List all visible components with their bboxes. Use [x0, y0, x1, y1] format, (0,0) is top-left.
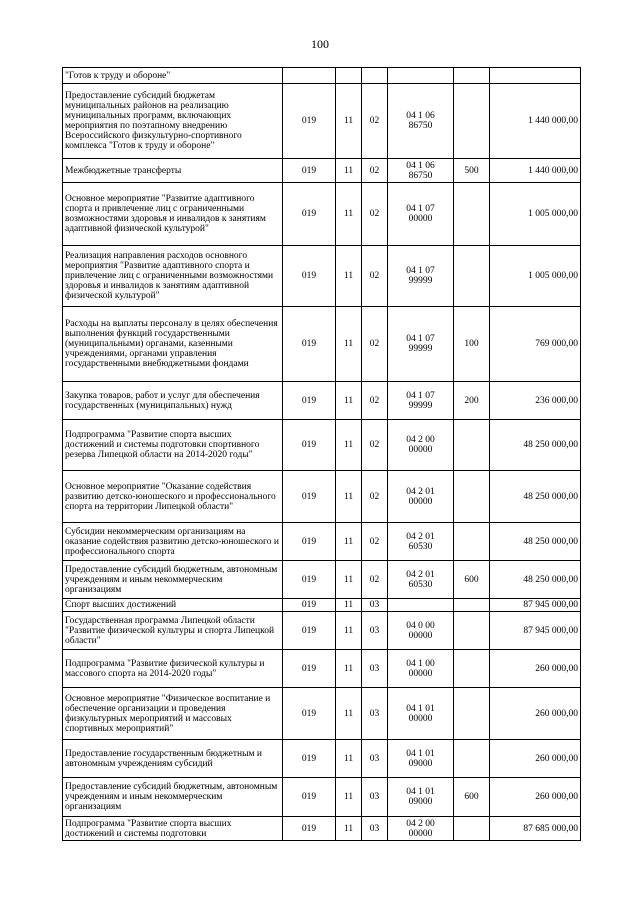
table-row [63, 561, 581, 599]
row-name: Основное мероприятие "Физическое воспитание и обеспечение организации и проведения физкультурных мероприятий и массовых спортивных мероприятий" [63, 688, 283, 740]
ministry-code: 019 [283, 523, 336, 561]
row-name: Государственная программа Липецкой области "Развитие физической культуры и спорта Липецкой области" [63, 612, 283, 650]
subsection-code: 02 [362, 420, 388, 471]
subsection-code: 02 [362, 523, 388, 561]
ministry-code: 019 [283, 561, 336, 599]
section-code: 11 [336, 612, 362, 650]
section-code: 11 [336, 650, 362, 688]
ministry-code: 019 [283, 307, 336, 382]
target-article-code-part1: 04 1 01 [406, 748, 435, 759]
target-article-code [388, 246, 454, 307]
target-article-code-part2: 00000 [408, 828, 433, 839]
target-article-code-part2: 86750 [408, 121, 433, 131]
target-article-code-part1: 04 2 01 [406, 569, 435, 580]
amount-value: 87 685 000,00 [490, 817, 581, 841]
expense-type-code [454, 599, 490, 612]
amount-value: 260 000,00 [490, 650, 581, 688]
target-article-code-part2: 00000 [408, 214, 433, 224]
target-article-code-part2: 09000 [408, 797, 433, 807]
subsection-code: 02 [362, 471, 388, 523]
subsection-code: 03 [362, 778, 388, 817]
expense-type-code [454, 817, 490, 841]
expense-type-code [454, 68, 490, 84]
amount-value: 87 945 000,00 [490, 599, 581, 612]
section-code: 11 [336, 471, 362, 523]
table-row [63, 650, 581, 688]
subsection-code: 03 [362, 612, 388, 650]
row-name: Подпрограмма "Развитие спорта высших достижений и системы подготовки спортивного резерва Липецкой области на 2014-2020 годы" [63, 420, 283, 471]
section-code: 11 [336, 523, 362, 561]
table-row [63, 420, 581, 471]
expense-type-code: 200 [454, 382, 490, 420]
table-row [63, 471, 581, 523]
table-row [63, 778, 581, 817]
target-article-code-part2: 00000 [408, 630, 433, 641]
amount-value: 260 000,00 [490, 740, 581, 778]
target-article-code-part2: 00000 [408, 445, 433, 455]
table-row [63, 612, 581, 650]
subsection-code: 03 [362, 688, 388, 740]
ministry-code: 019 [283, 778, 336, 817]
expense-type-code [454, 420, 490, 471]
target-article-code [388, 183, 454, 246]
row-name: Предоставление субсидий бюджетным, автономным учреждениям и иным некоммерческим организациям [63, 561, 283, 599]
subsection-code: 02 [362, 84, 388, 159]
target-article-code-part2: 09000 [408, 758, 433, 769]
ministry-code: 019 [283, 612, 336, 650]
row-name: Субсидии некоммерческим организациям на оказание содействия развитию детско-юношеского и профессионального спорта [63, 523, 283, 561]
target-article-code-part2: 99999 [408, 400, 433, 411]
table-body [63, 68, 581, 841]
section-code: 11 [336, 183, 362, 246]
target-article-code-part1: 04 1 06 [406, 160, 435, 171]
target-article-code [388, 778, 454, 817]
table-row [63, 817, 581, 841]
section-code: 11 [336, 740, 362, 778]
table-row [63, 523, 581, 561]
section-code: 11 [336, 382, 362, 420]
ministry-code: 019 [283, 420, 336, 471]
amount-value [490, 68, 581, 84]
target-article-code-part1: 04 2 00 [406, 818, 435, 829]
table-row [63, 688, 581, 740]
row-name: Предоставление субсидий бюджетам муниципальных районов на реализацию муниципальных программ, включающих мероприятия по поэтапному внедрению Всероссийского физкультурно-спортивного комплекса "Готов к труду и обороне" [63, 84, 283, 159]
ministry-code: 019 [283, 599, 336, 612]
expense-type-code [454, 688, 490, 740]
ministry-code: 019 [283, 159, 336, 183]
row-name: Закупка товаров, работ и услуг для обеспечения государственных (муниципальных) нужд [63, 382, 283, 420]
amount-value: 236 000,00 [490, 382, 581, 420]
target-article-code [388, 84, 454, 159]
target-article-code-part1: 04 1 07 [406, 266, 435, 276]
target-article-code-part2: 99999 [408, 344, 433, 354]
expense-type-code [454, 84, 490, 159]
target-article-code-part1: 04 2 01 [406, 486, 435, 497]
ministry-code: 019 [283, 688, 336, 740]
table-row [63, 84, 581, 159]
target-article-code [388, 650, 454, 688]
amount-value: 48 250 000,00 [490, 523, 581, 561]
target-article-code-part2: 99999 [408, 276, 433, 286]
target-article-code [388, 688, 454, 740]
ministry-code: 019 [283, 471, 336, 523]
target-article-code [388, 420, 454, 471]
section-code [336, 68, 362, 84]
row-name: Подпрограмма "Развитие спорта высших достижений и системы подготовки [63, 817, 283, 841]
target-article-code [388, 382, 454, 420]
table-row [63, 307, 581, 382]
target-article-code-part1: 04 1 01 [406, 787, 435, 797]
amount-value: 1 440 000,00 [490, 159, 581, 183]
section-code: 11 [336, 599, 362, 612]
expense-type-code: 600 [454, 561, 490, 599]
subsection-code: 02 [362, 159, 388, 183]
ministry-code: 019 [283, 84, 336, 159]
target-article-code [388, 740, 454, 778]
target-article-code [388, 68, 454, 84]
target-article-code [388, 599, 454, 612]
row-name: Спорт высших достижений [63, 599, 283, 612]
row-name: Основное мероприятие "Развитие адаптивного спорта и привлечение лиц с ограниченными возможностями здоровья и инвалидов к занятиям адаптивной физической культурой" [63, 183, 283, 246]
section-code: 11 [336, 84, 362, 159]
target-article-code-part1: 04 2 01 [406, 531, 435, 542]
expense-type-code: 600 [454, 778, 490, 817]
amount-value: 1 005 000,00 [490, 246, 581, 307]
target-article-code-part1: 04 1 07 [406, 390, 435, 401]
expense-type-code [454, 650, 490, 688]
row-name: Межбюджетные трансферты [63, 159, 283, 183]
target-article-code [388, 307, 454, 382]
amount-value: 1 440 000,00 [490, 84, 581, 159]
row-name: Подпрограмма "Развитие физической культуры и массового спорта на 2014-2020 годы" [63, 650, 283, 688]
section-code: 11 [336, 159, 362, 183]
amount-value: 48 250 000,00 [490, 561, 581, 599]
target-article-code [388, 159, 454, 183]
target-article-code [388, 471, 454, 523]
expense-type-code: 500 [454, 159, 490, 183]
target-article-code-part2: 00000 [408, 668, 433, 679]
target-article-code-part1: 04 2 00 [406, 435, 435, 445]
target-article-code-part2: 00000 [408, 496, 433, 507]
section-code: 11 [336, 688, 362, 740]
target-article-code-part1: 04 1 06 [406, 111, 435, 121]
subsection-code: 03 [362, 599, 388, 612]
row-name: Предоставление субсидий бюджетным, автономным учреждениям и иным некоммерческим организациям [63, 778, 283, 817]
expense-type-code [454, 183, 490, 246]
section-code: 11 [336, 307, 362, 382]
row-name: "Готов к труду и обороне" [63, 68, 283, 84]
section-code: 11 [336, 420, 362, 471]
section-code: 11 [336, 778, 362, 817]
expense-type-code [454, 612, 490, 650]
table-row [63, 246, 581, 307]
row-name: Реализация направления расходов основного мероприятия "Развитие адаптивного спорта и привлечение лиц с ограниченными возможностями здоровья и инвалидов к занятиям адаптивной физической культурой" [63, 246, 283, 307]
table-row [63, 159, 581, 183]
subsection-code: 02 [362, 183, 388, 246]
target-article-code [388, 817, 454, 841]
table-row [63, 68, 581, 84]
ministry-code: 019 [283, 650, 336, 688]
expense-type-code: 100 [454, 307, 490, 382]
target-article-code-part1: 04 1 07 [406, 204, 435, 214]
amount-value: 260 000,00 [490, 778, 581, 817]
ministry-code: 019 [283, 183, 336, 246]
row-name: Расходы на выплаты персоналу в целях обеспечения выполнения функций государственными (муниципальными) органами, казенными учреждениями, органами управления государственными внебюджетными фондами [63, 307, 283, 382]
subsection-code: 02 [362, 561, 388, 599]
table-row [63, 740, 581, 778]
budget-table [62, 67, 581, 841]
ministry-code: 019 [283, 817, 336, 841]
expense-type-code [454, 740, 490, 778]
subsection-code: 02 [362, 382, 388, 420]
ministry-code: 019 [283, 740, 336, 778]
amount-value: 48 250 000,00 [490, 471, 581, 523]
subsection-code: 02 [362, 307, 388, 382]
table-row [63, 183, 581, 246]
table-row [63, 382, 581, 420]
target-article-code-part2: 60530 [408, 541, 433, 552]
page-number: 100 [311, 37, 329, 51]
amount-value: 87 945 000,00 [490, 612, 581, 650]
target-article-code-part2: 00000 [408, 713, 433, 724]
amount-value: 769 000,00 [490, 307, 581, 382]
amount-value: 48 250 000,00 [490, 420, 581, 471]
ministry-code: 019 [283, 246, 336, 307]
target-article-code-part1: 04 0 00 [406, 620, 435, 631]
target-article-code-part2: 86750 [408, 170, 433, 181]
table-row [63, 599, 581, 612]
subsection-code: 03 [362, 817, 388, 841]
subsection-code [362, 68, 388, 84]
target-article-code [388, 561, 454, 599]
subsection-code: 03 [362, 650, 388, 688]
row-name: Предоставление государственным бюджетным и автономным учреждениям субсидий [63, 740, 283, 778]
subsection-code: 02 [362, 246, 388, 307]
subsection-code: 03 [362, 740, 388, 778]
expense-type-code [454, 523, 490, 561]
ministry-code [283, 68, 336, 84]
target-article-code-part1: 04 1 01 [406, 703, 435, 714]
target-article-code-part1: 04 1 07 [406, 334, 435, 344]
target-article-code [388, 612, 454, 650]
expense-type-code [454, 246, 490, 307]
amount-value: 1 005 000,00 [490, 183, 581, 246]
section-code: 11 [336, 561, 362, 599]
section-code: 11 [336, 246, 362, 307]
target-article-code-part2: 60530 [408, 579, 433, 590]
section-code: 11 [336, 817, 362, 841]
target-article-code-part1: 04 1 00 [406, 658, 435, 669]
target-article-code [388, 523, 454, 561]
amount-value: 260 000,00 [490, 688, 581, 740]
ministry-code: 019 [283, 382, 336, 420]
row-name: Основное мероприятие "Оказание содействия развитию детско-юношеского и профессионального спорта на территории Липецкой области" [63, 471, 283, 523]
expense-type-code [454, 471, 490, 523]
